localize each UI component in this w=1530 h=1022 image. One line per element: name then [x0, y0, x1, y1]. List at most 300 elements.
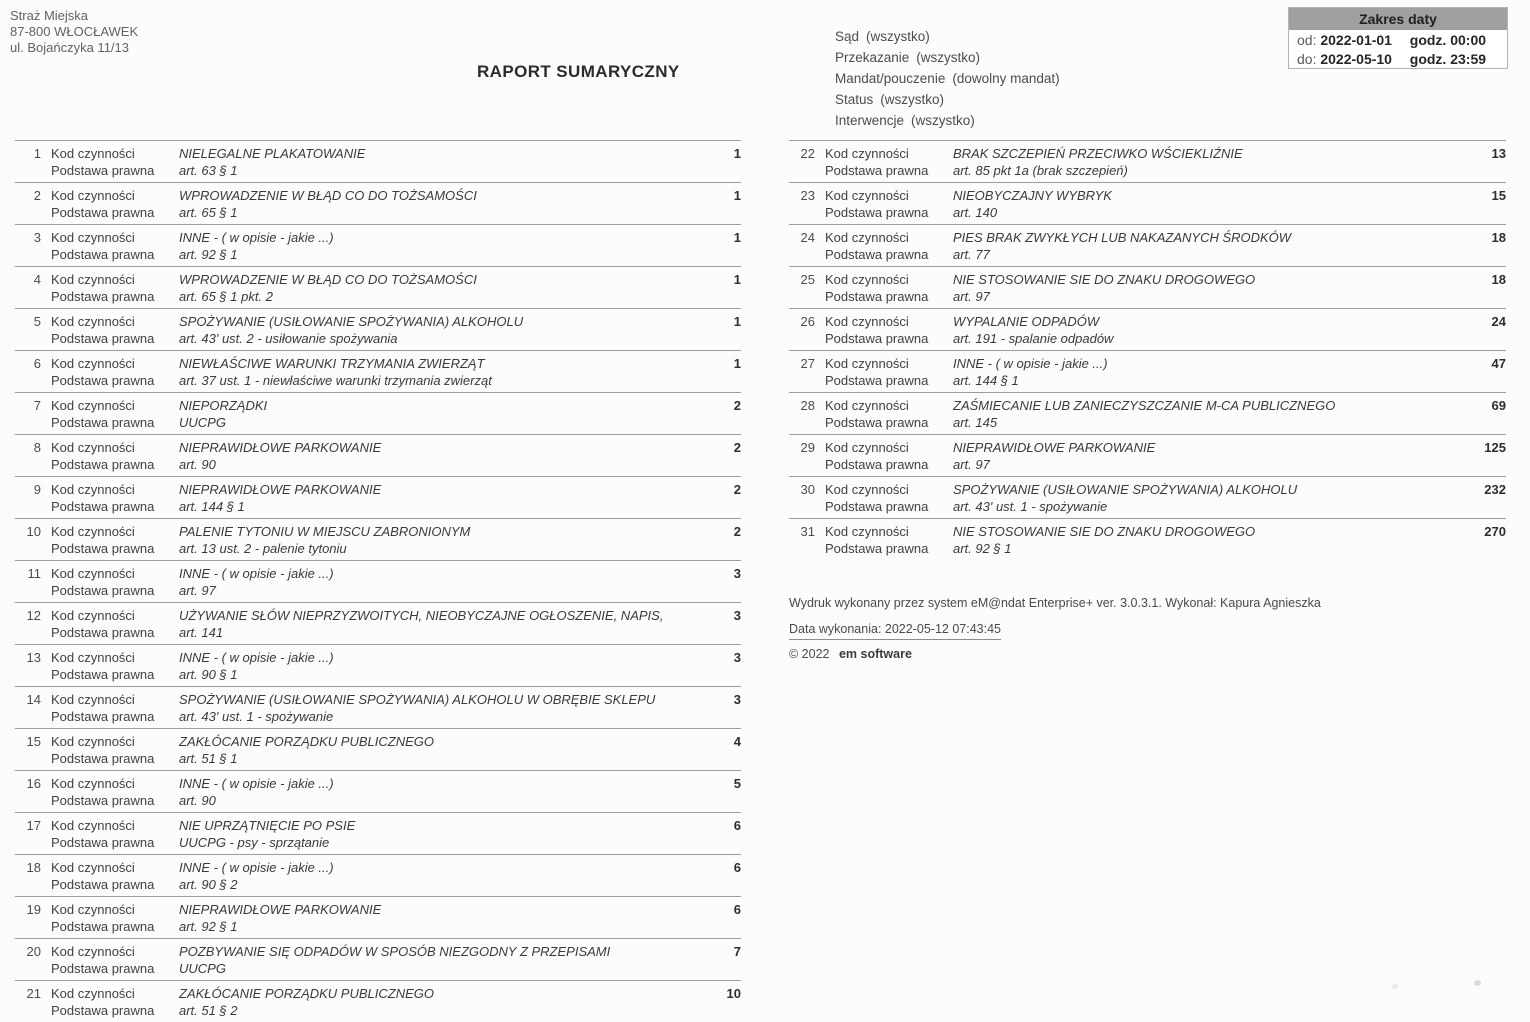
podstawa-prawna-label: Podstawa prawna [825, 541, 929, 556]
activity-name: NIEPRAWIDŁOWE PARKOWANIE [179, 482, 382, 497]
podstawa-prawna-label: Podstawa prawna [51, 415, 155, 430]
filter-value: (dowolny mandat) [952, 71, 1060, 86]
table-column-right [789, 140, 1506, 661]
copyright-line [789, 647, 1506, 661]
row-number: 13 [26, 650, 41, 665]
sender-address [10, 8, 138, 56]
count-spacer [1458, 246, 1506, 263]
activity-name: WYPALANIE ODPADÓW [953, 314, 1100, 329]
activity-name: NIEPRAWIDŁOWE PARKOWANIE [953, 440, 1156, 455]
podstawa-prawna-label: Podstawa prawna [51, 835, 155, 850]
activity-name: UŻYWANIE SŁÓW NIEPRZYZWOITYCH, NIEOBYCZAJNE OGŁOSZENIE, NAPIS, [179, 608, 664, 623]
activity-name: INNE - ( w opisie - jakie ...) [179, 776, 334, 791]
kod-czynnosci-label: Kod czynności [825, 482, 909, 497]
activity-name: NIE STOSOWANIE SIE DO ZNAKU DROGOWEGO [953, 272, 1256, 287]
kod-czynnosci-label: Kod czynności [51, 650, 135, 665]
from-time-prefix: godz. [1409, 32, 1447, 48]
podstawa-prawna-label: Podstawa prawna [825, 247, 929, 262]
activity-name: INNE - ( w opisie - jakie ...) [179, 566, 334, 581]
to-date: 2022-05-10 [1320, 51, 1392, 67]
table-row [789, 350, 1506, 392]
activity-count: 13 [1491, 146, 1506, 161]
row-number-spacer [789, 330, 815, 347]
table-row [15, 518, 741, 560]
row-number: 3 [33, 230, 41, 245]
table-row [15, 224, 741, 266]
legal-basis-text: art. 141 [179, 625, 224, 640]
activity-count: 10 [726, 986, 741, 1001]
row-number: 22 [800, 146, 815, 161]
row-number-spacer [789, 498, 815, 515]
kod-czynnosci-label: Kod czynności [51, 608, 135, 623]
count-spacer [693, 330, 741, 347]
podstawa-prawna-label: Podstawa prawna [825, 289, 929, 304]
activity-name: NIE UPRZĄTNIĘCIE PO PSIE [179, 818, 356, 833]
count-spacer [1458, 540, 1506, 557]
activity-name: INNE - ( w opisie - jakie ...) [953, 356, 1108, 371]
row-number: 6 [33, 356, 41, 371]
table-row [15, 980, 741, 1022]
page-title: RAPORT SUMARYCZNY [477, 62, 680, 81]
podstawa-prawna-label: Podstawa prawna [825, 205, 929, 220]
kod-czynnosci-label: Kod czynności [51, 692, 135, 707]
activity-count: 6 [733, 860, 741, 875]
kod-czynnosci-label: Kod czynności [825, 272, 909, 287]
date-range-title: Zakres daty [1289, 8, 1507, 30]
to-time: 23:59 [1450, 51, 1487, 67]
row-number-spacer [789, 162, 815, 179]
filter-item [835, 110, 1060, 131]
activity-count: 1 [733, 230, 741, 245]
row-number: 27 [800, 356, 815, 371]
table-row [789, 182, 1506, 224]
legal-basis-text: art. 90 [179, 457, 216, 472]
activity-count: 47 [1491, 356, 1506, 371]
activity-name: ZAKŁÓCANIE PORZĄDKU PUBLICZNEGO [179, 734, 434, 749]
row-number: 12 [26, 608, 41, 623]
execution-date-label: Data wykonania: [789, 622, 882, 636]
table-row [15, 308, 741, 350]
row-number-spacer [15, 666, 41, 683]
activity-name: INNE - ( w opisie - jakie ...) [179, 860, 334, 875]
filter-list [835, 26, 1060, 131]
filter-value: (wszystko) [866, 29, 930, 44]
activity-count: 4 [733, 734, 741, 749]
row-number: 8 [33, 440, 41, 455]
filter-label: Sąd [835, 29, 860, 44]
filter-label: Status [835, 92, 874, 107]
podstawa-prawna-label: Podstawa prawna [825, 331, 929, 346]
row-number: 2 [33, 188, 41, 203]
activity-count: 2 [733, 524, 741, 539]
podstawa-prawna-label: Podstawa prawna [51, 625, 155, 640]
legal-basis-text: art. 140 [953, 205, 998, 220]
podstawa-prawna-label: Podstawa prawna [51, 667, 155, 682]
kod-czynnosci-label: Kod czynności [51, 524, 135, 539]
row-number-spacer [15, 624, 41, 641]
count-spacer [1458, 330, 1506, 347]
count-spacer [693, 666, 741, 683]
activity-name: NIE STOSOWANIE SIE DO ZNAKU DROGOWEGO [953, 524, 1256, 539]
table-row [15, 812, 741, 854]
scan-artifact [1392, 984, 1398, 989]
podstawa-prawna-label: Podstawa prawna [51, 961, 155, 976]
count-spacer [693, 876, 741, 893]
podstawa-prawna-label: Podstawa prawna [51, 289, 155, 304]
row-number: 10 [26, 524, 41, 539]
activity-name: WPROWADZENIE W BŁĄD CO DO TOŻSAMOŚCI [179, 272, 477, 287]
row-number-spacer [15, 960, 41, 977]
filter-value: (wszystko) [916, 50, 981, 65]
legal-basis-text: art. 85 pkt 1a (brak szczepień) [953, 163, 1128, 178]
table-row [15, 602, 741, 644]
table-row [15, 854, 741, 896]
count-spacer [1458, 204, 1506, 221]
row-number-spacer [15, 540, 41, 557]
row-number: 23 [800, 188, 815, 203]
kod-czynnosci-label: Kod czynności [51, 566, 135, 581]
filter-value: (wszystko) [911, 113, 975, 128]
row-number: 7 [33, 398, 41, 413]
table-row [15, 770, 741, 812]
row-number: 19 [26, 902, 41, 917]
activity-count: 1 [733, 146, 741, 161]
activity-count: 1 [733, 356, 741, 371]
row-number-spacer [789, 456, 815, 473]
row-number-spacer [15, 204, 41, 221]
kod-czynnosci-label: Kod czynności [51, 986, 135, 1001]
row-number: 15 [26, 734, 41, 749]
activity-name: SPOŻYWANIE (USIŁOWANIE SPOŻYWANIA) ALKOHOLU [179, 314, 524, 329]
row-number: 17 [26, 818, 41, 833]
kod-czynnosci-label: Kod czynności [825, 440, 909, 455]
report-footer [789, 596, 1506, 661]
print-system-info: Wydruk wykonany przez system eM@ndat Enterprise+ ver. 3.0.3.1. Wykonał: Kapura Agnieszka [789, 596, 1321, 610]
date-range-to [1289, 49, 1507, 68]
kod-czynnosci-label: Kod czynności [51, 902, 135, 917]
count-spacer [693, 162, 741, 179]
table-row [15, 392, 741, 434]
activity-count: 1 [733, 272, 741, 287]
legal-basis-text: art. 92 § 1 [179, 247, 238, 262]
row-number-spacer [789, 288, 815, 305]
date-range-box [1288, 7, 1508, 69]
row-number: 4 [33, 272, 41, 287]
activity-count: 6 [733, 818, 741, 833]
row-number: 14 [26, 692, 41, 707]
activity-count: 3 [733, 650, 741, 665]
count-spacer [693, 372, 741, 389]
count-spacer [693, 540, 741, 557]
filter-label: Mandat/pouczenie [835, 71, 946, 86]
activity-name: PALENIE TYTONIU W MIEJSCU ZABRONIONYM [179, 524, 471, 539]
table-row [15, 182, 741, 224]
podstawa-prawna-label: Podstawa prawna [825, 163, 929, 178]
row-number: 29 [800, 440, 815, 455]
table-row [15, 266, 741, 308]
activity-count: 3 [733, 566, 741, 581]
row-number-spacer [15, 330, 41, 347]
filter-value: (wszystko) [880, 92, 945, 107]
table-row [15, 728, 741, 770]
filter-item [835, 26, 1060, 47]
activity-name: NIEWŁAŚCIWE WARUNKI TRZYMANIA ZWIERZĄT [179, 356, 485, 371]
table-row [789, 140, 1506, 182]
row-number-spacer [15, 498, 41, 515]
activity-name: ZAŚMIECANIE LUB ZANIECZYSZCZANIE M-CA PUBLICZNEGO [953, 398, 1336, 413]
count-spacer [1458, 456, 1506, 473]
count-spacer [693, 498, 741, 515]
kod-czynnosci-label: Kod czynności [51, 314, 135, 329]
activity-count: 18 [1491, 272, 1506, 287]
row-number: 1 [33, 146, 41, 161]
row-number-spacer [15, 750, 41, 767]
row-number: 20 [26, 944, 41, 959]
row-number-spacer [789, 372, 815, 389]
count-spacer [1458, 372, 1506, 389]
legal-basis-text: art. 92 § 1 [179, 919, 238, 934]
row-number-spacer [15, 372, 41, 389]
kod-czynnosci-label: Kod czynności [825, 230, 909, 245]
activity-count: 5 [733, 776, 741, 791]
count-spacer [693, 246, 741, 263]
row-number: 5 [33, 314, 41, 329]
kod-czynnosci-label: Kod czynności [51, 734, 135, 749]
legal-basis-text: art. 37 ust. 1 - niewłaściwe warunki trzymania zwierząt [179, 373, 492, 388]
row-number-spacer [789, 540, 815, 557]
podstawa-prawna-label: Podstawa prawna [51, 751, 155, 766]
kod-czynnosci-label: Kod czynności [51, 944, 135, 959]
filter-label: Przekazanie [835, 50, 910, 65]
execution-date-value: 2022-05-12 07:43:45 [884, 622, 1001, 636]
table-column-left [15, 140, 741, 1022]
table-row [15, 434, 741, 476]
legal-basis-text: art. 51 § 2 [179, 1003, 238, 1018]
activity-name: NIEPRAWIDŁOWE PARKOWANIE [179, 902, 382, 917]
activity-count: 3 [733, 692, 741, 707]
count-spacer [1458, 498, 1506, 515]
kod-czynnosci-label: Kod czynności [51, 776, 135, 791]
podstawa-prawna-label: Podstawa prawna [51, 457, 155, 472]
row-number: 30 [800, 482, 815, 497]
podstawa-prawna-label: Podstawa prawna [825, 457, 929, 472]
podstawa-prawna-label: Podstawa prawna [51, 247, 155, 262]
podstawa-prawna-label: Podstawa prawna [825, 499, 929, 514]
row-number-spacer [15, 792, 41, 809]
to-label: do: [1297, 51, 1317, 67]
count-spacer [693, 918, 741, 935]
legal-basis-text: art. 90 [179, 793, 216, 808]
row-number: 26 [800, 314, 815, 329]
count-spacer [693, 582, 741, 599]
activity-name: POZBYWANIE SIĘ ODPADÓW W SPOSÓB NIEZGODNY Z PRZEPISAMI [179, 944, 611, 959]
count-spacer [693, 960, 741, 977]
kod-czynnosci-label: Kod czynności [51, 188, 135, 203]
activity-count: 7 [733, 944, 741, 959]
row-number: 24 [800, 230, 815, 245]
podstawa-prawna-label: Podstawa prawna [825, 415, 929, 430]
kod-czynnosci-label: Kod czynności [51, 818, 135, 833]
activity-name: INNE - ( w opisie - jakie ...) [179, 230, 334, 245]
kod-czynnosci-label: Kod czynności [51, 272, 135, 287]
podstawa-prawna-label: Podstawa prawna [51, 205, 155, 220]
count-spacer [693, 624, 741, 641]
legal-basis-text: art. 65 § 1 [179, 205, 238, 220]
table-row [789, 308, 1506, 350]
podstawa-prawna-label: Podstawa prawna [51, 919, 155, 934]
activity-name: SPOŻYWANIE (USIŁOWANIE SPOŻYWANIA) ALKOHOLU W OBRĘBIE SKLEPU [179, 692, 656, 707]
filter-item [835, 68, 1060, 89]
count-spacer [1458, 162, 1506, 179]
count-spacer [693, 414, 741, 431]
legal-basis-text: art. 97 [953, 289, 990, 304]
activity-count: 2 [733, 440, 741, 455]
count-spacer [693, 288, 741, 305]
activity-count: 15 [1491, 188, 1506, 203]
table-row [789, 224, 1506, 266]
row-number: 28 [800, 398, 815, 413]
activity-count: 24 [1491, 314, 1506, 329]
podstawa-prawna-label: Podstawa prawna [51, 583, 155, 598]
row-number-spacer [15, 582, 41, 599]
count-spacer [693, 1002, 741, 1019]
legal-basis-text: art. 13 ust. 2 - palenie tytoniu [179, 541, 347, 556]
kod-czynnosci-label: Kod czynności [51, 356, 135, 371]
row-number-spacer [789, 414, 815, 431]
row-number-spacer [789, 204, 815, 221]
table-row [15, 644, 741, 686]
count-spacer [693, 834, 741, 851]
row-number-spacer [789, 246, 815, 263]
legal-basis-text: art. 43' ust. 2 - usiłowanie spożywania [179, 331, 398, 346]
activity-count: 270 [1484, 524, 1506, 539]
from-time: 00:00 [1450, 32, 1487, 48]
count-spacer [1458, 288, 1506, 305]
podstawa-prawna-label: Podstawa prawna [825, 373, 929, 388]
row-number-spacer [15, 246, 41, 263]
podstawa-prawna-label: Podstawa prawna [51, 331, 155, 346]
legal-basis-text: art. 97 [953, 457, 990, 472]
activity-name: WPROWADZENIE W BŁĄD CO DO TOŻSAMOŚCI [179, 188, 477, 203]
legal-basis-text: art. 97 [179, 583, 216, 598]
sender-name: Straż Miejska [10, 8, 89, 23]
table-row [789, 518, 1506, 560]
table-row [789, 266, 1506, 308]
legal-basis-text: art. 63 § 1 [179, 163, 238, 178]
kod-czynnosci-label: Kod czynności [825, 524, 909, 539]
table-row [15, 350, 741, 392]
activity-count: 18 [1491, 230, 1506, 245]
legal-basis-text: art. 77 [953, 247, 990, 262]
legal-basis-text: art. 51 § 1 [179, 751, 238, 766]
activity-count: 1 [733, 314, 741, 329]
activity-name: PIES BRAK ZWYKŁYCH LUB NAKAZANYCH ŚRODKÓW [953, 230, 1292, 245]
activity-count: 2 [733, 482, 741, 497]
count-spacer [1458, 414, 1506, 431]
podstawa-prawna-label: Podstawa prawna [51, 373, 155, 388]
filter-item [835, 47, 1060, 68]
legal-basis-text: art. 43' ust. 1 - spożywanie [953, 499, 1108, 514]
legal-basis-text: art. 145 [953, 415, 998, 430]
count-spacer [693, 456, 741, 473]
table-row [15, 896, 741, 938]
podstawa-prawna-label: Podstawa prawna [51, 163, 155, 178]
from-date: 2022-01-01 [1320, 32, 1392, 48]
row-number: 16 [26, 776, 41, 791]
table-row [15, 686, 741, 728]
date-range-from [1289, 30, 1507, 49]
count-spacer [693, 750, 741, 767]
kod-czynnosci-label: Kod czynności [51, 230, 135, 245]
table-row [789, 434, 1506, 476]
activity-count: 125 [1484, 440, 1506, 455]
activity-name: NIELEGALNE PLAKATOWANIE [179, 146, 366, 161]
kod-czynnosci-label: Kod czynności [51, 860, 135, 875]
count-spacer [693, 792, 741, 809]
activity-count: 2 [733, 398, 741, 413]
legal-basis-text: art. 191 - spalanie odpadów [953, 331, 1114, 346]
kod-czynnosci-label: Kod czynności [51, 482, 135, 497]
table-row [789, 476, 1506, 518]
sender-street: ul. Bojańczyka 11/13 [10, 40, 129, 55]
activity-count: 6 [733, 902, 741, 917]
row-number: 11 [27, 566, 41, 581]
legal-basis-text: art. 43' ust. 1 - spożywanie [179, 709, 334, 724]
brand-name: em software [838, 647, 912, 661]
table-row [15, 560, 741, 602]
activity-name: INNE - ( w opisie - jakie ...) [179, 650, 334, 665]
podstawa-prawna-label: Podstawa prawna [51, 541, 155, 556]
podstawa-prawna-label: Podstawa prawna [51, 1003, 155, 1018]
row-number-spacer [15, 162, 41, 179]
row-number-spacer [15, 1002, 41, 1019]
kod-czynnosci-label: Kod czynności [825, 314, 909, 329]
row-number-spacer [15, 876, 41, 893]
activity-count: 69 [1491, 398, 1506, 413]
kod-czynnosci-label: Kod czynności [51, 146, 135, 161]
count-spacer [693, 204, 741, 221]
legal-basis-text: art. 144 § 1 [179, 499, 245, 514]
copyright-year: © 2022 [789, 647, 830, 661]
activity-name: BRAK SZCZEPIEŃ PRZECIWKO WŚCIEKLIŹNIE [953, 146, 1243, 161]
row-number-spacer [15, 414, 41, 431]
kod-czynnosci-label: Kod czynności [825, 398, 909, 413]
table-row [789, 392, 1506, 434]
podstawa-prawna-label: Podstawa prawna [51, 499, 155, 514]
kod-czynnosci-label: Kod czynności [825, 188, 909, 203]
activity-count: 232 [1484, 482, 1506, 497]
row-number: 21 [26, 986, 41, 1001]
filter-label: Interwencje [835, 113, 905, 128]
sender-postal: 87-800 WŁOCŁAWEK [10, 24, 139, 39]
legal-basis-text: UUCPG [179, 961, 226, 976]
legal-basis-text: art. 92 § 1 [953, 541, 1012, 556]
activity-count: 3 [733, 608, 741, 623]
row-number-spacer [15, 708, 41, 725]
activity-name: ZAKŁÓCANIE PORZĄDKU PUBLICZNEGO [179, 986, 434, 1001]
row-number-spacer [15, 918, 41, 935]
kod-czynnosci-label: Kod czynności [51, 440, 135, 455]
legal-basis-text: art. 144 § 1 [953, 373, 1019, 388]
kod-czynnosci-label: Kod czynności [51, 398, 135, 413]
activity-name: NIEPORZĄDKI [179, 398, 268, 413]
table-row [15, 476, 741, 518]
activity-name: NIEOBYCZAJNY WYBRYK [953, 188, 1112, 203]
legal-basis-text: art. 65 § 1 pkt. 2 [179, 289, 273, 304]
row-number-spacer [15, 288, 41, 305]
kod-czynnosci-label: Kod czynności [825, 146, 909, 161]
table-row [15, 938, 741, 980]
